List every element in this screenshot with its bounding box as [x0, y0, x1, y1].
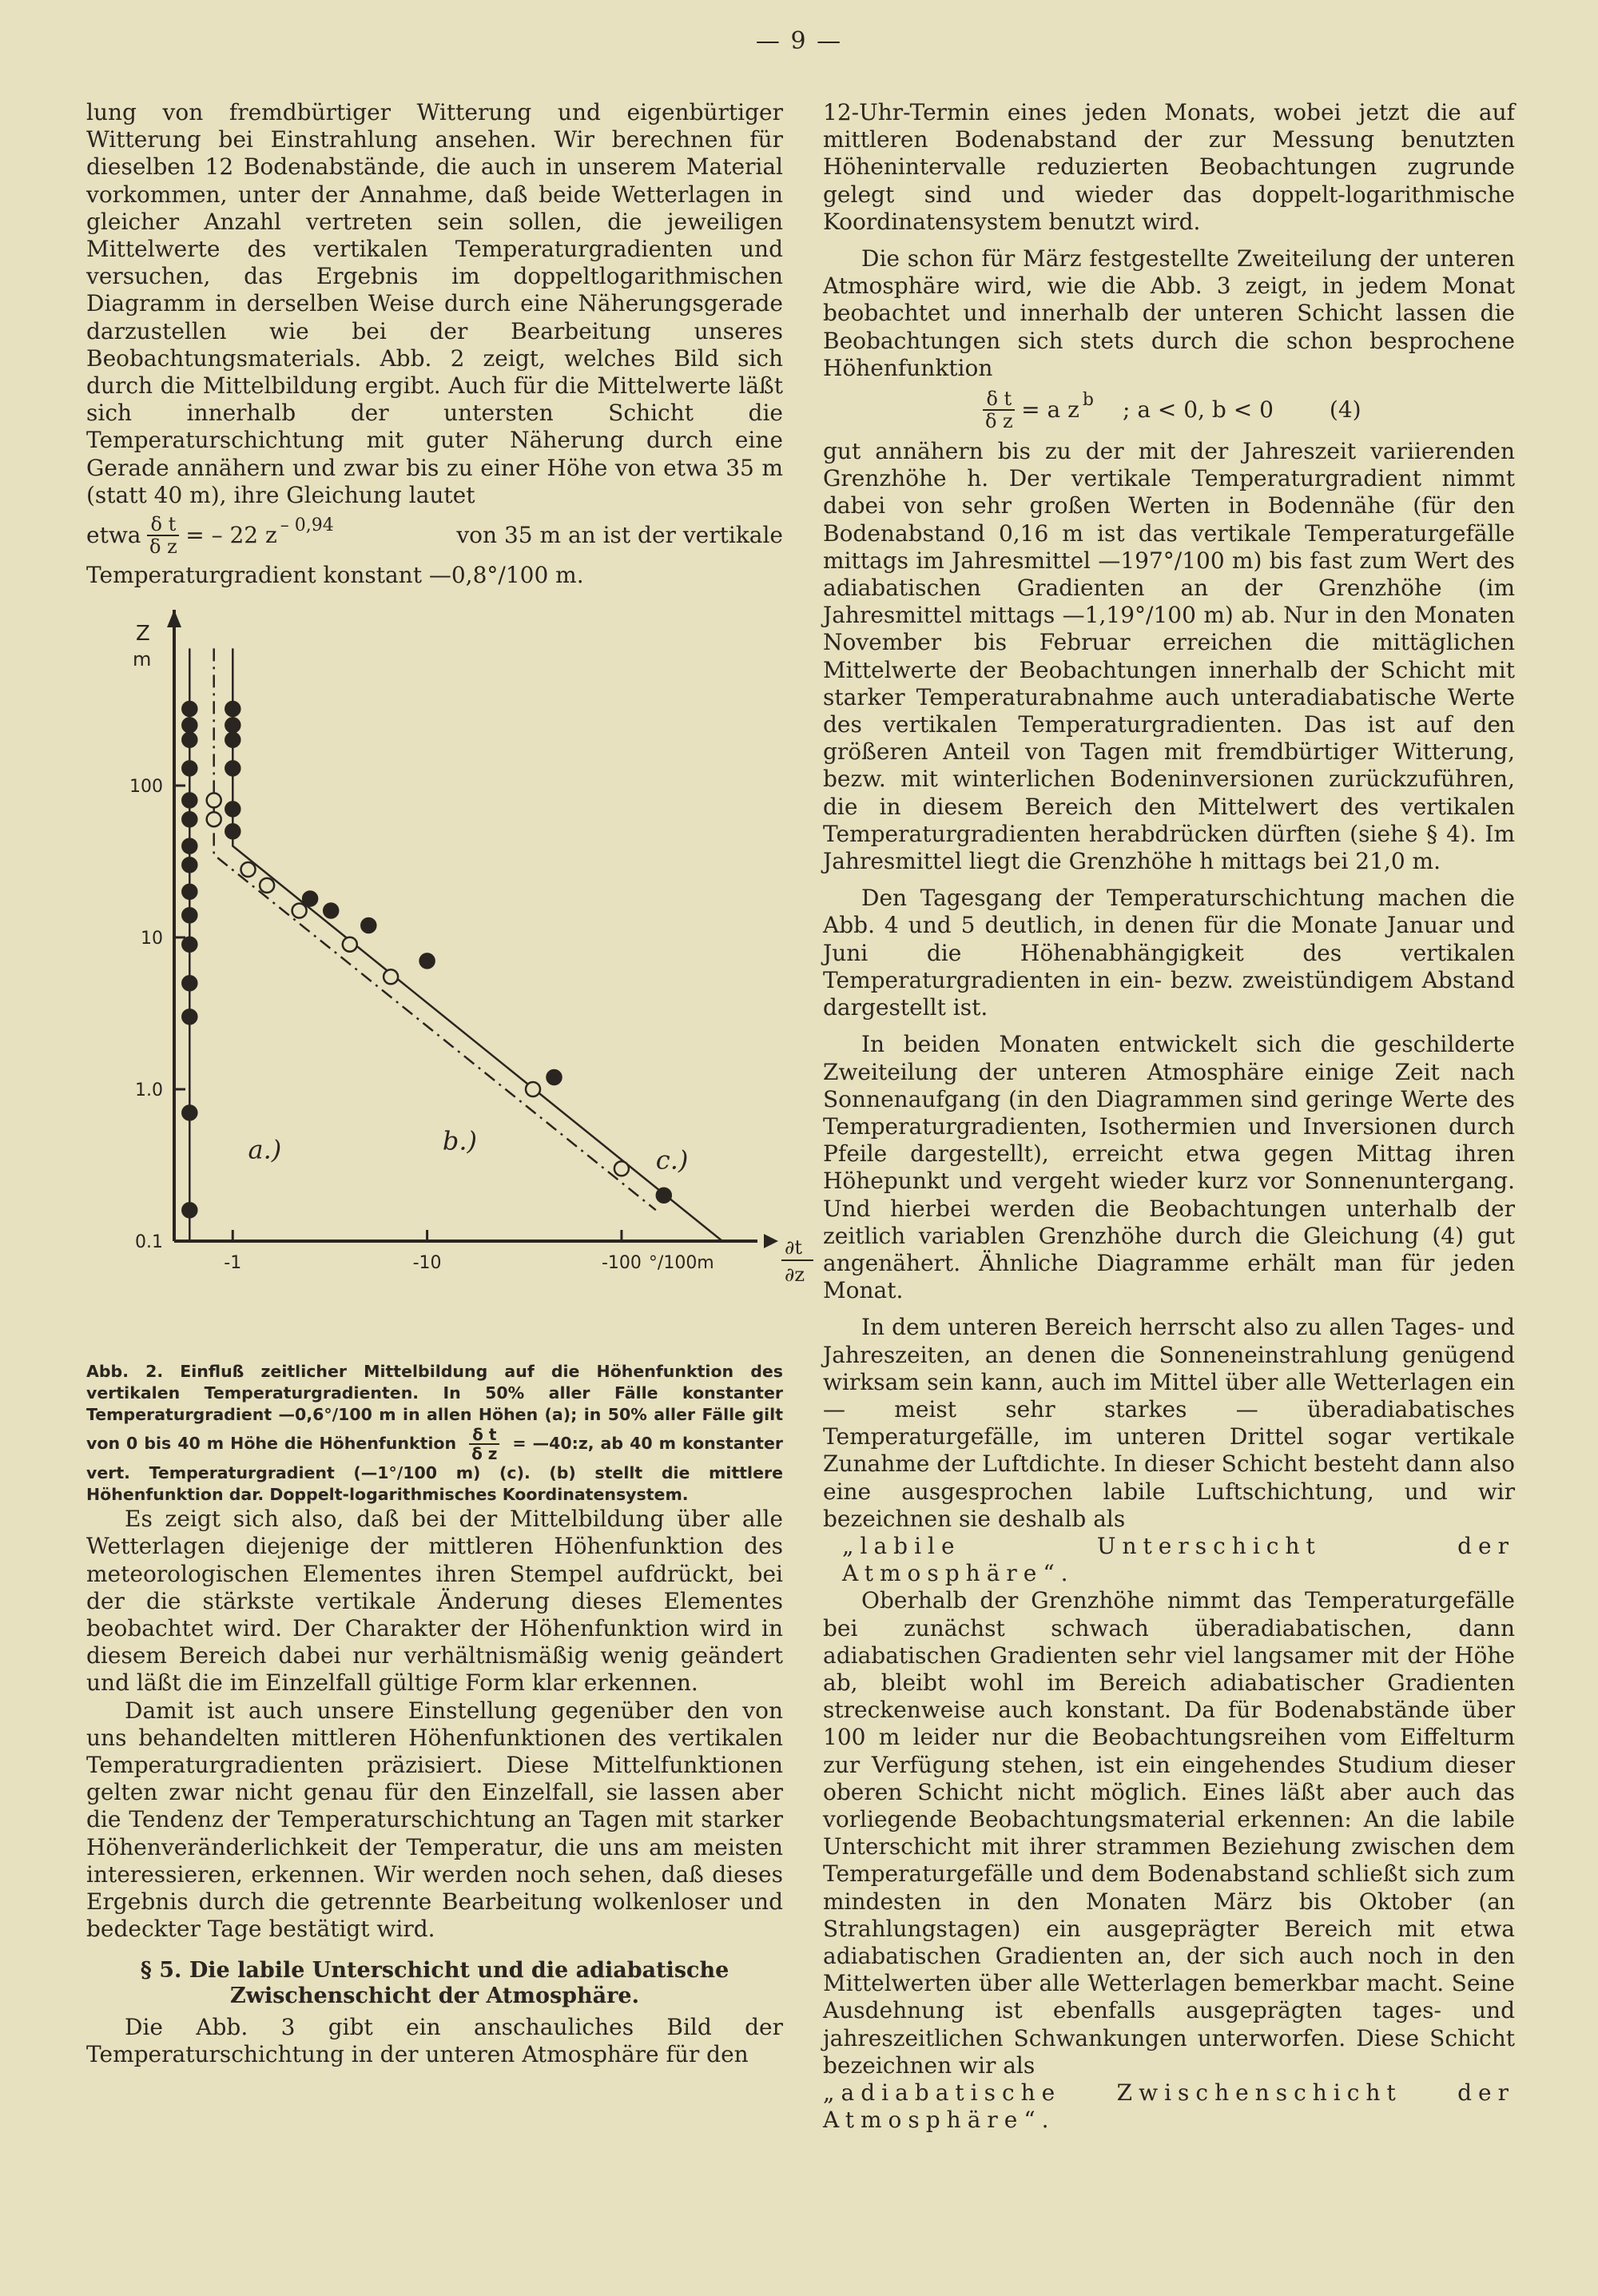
series-2-point-9	[420, 954, 435, 969]
equation-4-rhs: = a z	[1021, 396, 1079, 423]
y-tick-label-3: 100	[129, 777, 163, 798]
equation-denominator: δ z	[149, 535, 177, 559]
equation-4-condition: ; a < 0, b < 0	[1122, 396, 1274, 423]
y-tick-label-0: 0.1	[135, 1232, 163, 1253]
equation-4-denominator: δ z	[984, 410, 1013, 433]
series-2-point-11	[657, 1188, 671, 1203]
labile-layer-term: „labile Unterschicht der Atmosphäre“.	[842, 1532, 1515, 1587]
series-0-point-10	[182, 794, 197, 808]
series-0-point-0	[182, 1203, 197, 1217]
caption-denominator: δ z	[471, 1444, 498, 1464]
series-label-1: b.)	[442, 1125, 477, 1156]
y-tick-label-2: 10	[141, 929, 163, 949]
section-heading-line-2: Zwischenschicht der Atmosphäre.	[230, 1983, 639, 2008]
left-paragraph-3: Damit ist auch unsere Einstellung gegenüber den von uns behandelten mittleren Höhenfunktionen des vertikalen Temperaturgradienten präzisiert. Diese Mittelfunktionen gelten zwar nicht genau für den Einzelfall, sie lassen aber die Tendenz der Temperaturschichtung an Tagen mit starker Höhenveränderlichkeit der Temperatur, die uns am meisten interessieren, erkennen. Wir werden noch sehen, daß dieses Ergebnis durch die getrennte Bearbeitung wolkenloser und bedeckter Tage bestätigt wird.	[86, 1697, 783, 1943]
figure-2	[86, 610, 805, 1361]
equation-exponent: – 0,94	[280, 515, 334, 535]
right-paragraph-4: Den Tagesgang der Temperaturschichtung machen die Abb. 4 und 5 deutlich, in denen für die Monate Januar und Juni die Höhenabhängigkeit des vertikalen Temperaturgradienten in ein- bezw. zweistündigem Abstand dargestellt ist.	[823, 885, 1515, 1021]
series-1-point-3	[260, 878, 274, 893]
left-equation	[86, 514, 783, 557]
series-1-point-5	[343, 937, 357, 952]
x-axis-frac-denominator: ∂z	[785, 1263, 805, 1287]
equation-suffix: von 35 m an ist der vertikale	[456, 521, 783, 548]
caption-part-2: = —40:z, ab 40 m konstanter vert. Temperaturgradient (—1°/100 m) (c). (b) stellt die mittlere Höhenfunktion dar. Doppelt-logarithmisches Koordinatensystem.	[86, 1434, 783, 1505]
y-axis-label: Z	[136, 622, 150, 647]
y-axis-arrow	[167, 610, 181, 627]
right-paragraph-2: Die schon für März festgestellte Zweiteilung der unteren Atmosphäre wird, wie die Abb. 3 zeigt, in jedem Monat beobachtet und innerhalb der unteren Schicht lassen die Beobachtungen sich stets durch die schon besprochene Höhenfunktion	[823, 245, 1515, 381]
equation-fraction	[147, 514, 179, 557]
equation-4-exponent: b	[1082, 389, 1094, 410]
section-heading-line-1: § 5. Die labile Unterschicht und die adiabatische	[140, 1957, 729, 1983]
series-0-point-9	[182, 812, 197, 826]
series-1-point-7	[526, 1082, 540, 1096]
left-paragraph-4: Die Abb. 3 gibt ein anschauliches Bild der Temperaturschichtung in der unteren Atmosphäre für den	[86, 2013, 783, 2067]
chart-ticks	[129, 777, 642, 1273]
left-paragraph-2: Es zeigt sich also, daß bei der Mittelbildung über alle Wetterlagen diejenige der mittleren Höhenfunktion des meteorologischen Elementes ihren Stempel aufdrückt, bei der die stärkste vertikale Änderung dieses Elementes beobachtet wird. Der Charakter der Höhenfunktion wird in diesem Bereich dabei nur verhältnismäßig wenig geändert und läßt die im Einzelfall gültige Form klar erkennen.	[86, 1506, 783, 1697]
left-column	[86, 99, 805, 2068]
right-paragraph-5: In beiden Monaten entwickelt sich die geschilderte Zweiteilung der unteren Atmosphäre einige Zeit nach Sonnenaufgang (in den Diagrammen sind geringe Werte des Temperaturgradienten, Isothermien und Inversionen durch Pfeile dargestellt), erreicht etwa gegen Mittag ihren Höhepunkt und vergeht wieder kurz vor Sonnenuntergang. Und hierbei werden die Beobachtungen unterhalb der zeitlich variablen Grenzhöhe durch die Gleichung (4) gut angenähert. Ähnliche Diagramme erhält man für jeden Monat.	[823, 1031, 1515, 1304]
equation-4-numerator: δ t	[983, 388, 1015, 411]
equation-numerator: δ t	[147, 514, 179, 536]
x-tick-label-0: -1	[224, 1253, 242, 1274]
page-number: — 9 —	[755, 27, 843, 55]
caption-part-1: Abb. 2. Einfluß zeitlicher Mittelbildung auf die Höhenfunktion des vertikalen Temperaturgradienten. In 50% aller Fälle konstanter Temperaturgradient —0,6°/100 m in allen Höhen (a); in 50% aller Fälle gilt von 0 bis 40 m Höhe die Höhenfunktion	[86, 1362, 783, 1454]
figure-2-chart	[86, 610, 805, 1361]
series-1-point-4	[292, 904, 307, 918]
x-tick-label-2: -100	[601, 1253, 642, 1274]
series-1-point-8	[614, 1162, 629, 1176]
right-paragraph-7: Oberhalb der Grenzhöhe nimmt das Temperaturgefälle bei zunächst schwach überadiabatischen, dann adiabatischen Gradienten sehr viel langsamer mit der Höhe ab, bleibt wohl im Bereich adiabatischer Gradienten streckenweise auch konstant. Da für Bodenabstände über 100 m leider nur die Beobachtungsreihen vom Eiffelturm zur Verfügung stehen, ist ein eingehendes Studium dieser oberen Schicht nicht möglich. Eines läßt aber auch das vorliegende Beobachtungsmaterial erkennen: An die labile Unterschicht mit ihrer strammen Beziehung zwischen dem Temperaturgefälle und dem Bodenabstand schließt sich zum mindesten in den Monaten März bis Oktober (an Strahlungstagen) ein ausgeprägter Bereich mit etwa adiabatischen Gradienten an, der sich auch noch in den Mittelwerten über alle Wetterlagen bemerkbar macht. Seine Ausdehnung ist ebenfalls ausgeprägten tages- und jahreszeitlichen Schwankungen unterworfen. Diese Schicht bezeichnen wir als	[823, 1587, 1515, 2079]
right-paragraph-1: 12-Uhr-Termin eines jeden Monats, wobei jetzt die auf mittleren Bodenabstand der zur Messung benutzten Höhenintervalle reduzierten Beobachtungen zugrunde gelegt sind und wieder das doppelt-logarithmische Koordinatensystem benutzt wird.	[823, 99, 1515, 235]
series-2-point-7	[324, 904, 338, 918]
series-1-point-6	[384, 970, 398, 985]
caption-fraction	[469, 1426, 499, 1462]
caption-numerator: δ t	[469, 1426, 499, 1445]
equation-rhs: = – 22 z	[185, 521, 277, 548]
figure-caption	[86, 1361, 783, 1506]
series-2-point-2	[225, 762, 240, 776]
series-2-point-5	[225, 702, 240, 716]
series-0-point-3	[182, 976, 197, 990]
series-2-point-10	[547, 1070, 562, 1084]
series-0-point-2	[182, 1010, 197, 1025]
series-1-point-1	[207, 794, 221, 808]
equation-4-fraction	[983, 388, 1015, 432]
series-0-point-6	[182, 885, 197, 899]
series-0-point-1	[182, 1106, 197, 1120]
equation-4	[823, 388, 1515, 432]
left-paragraph-1: lung von fremdbürtiger Witterung und eigenbürtiger Witterung bei Einstrahlung ansehen. Wir berechnen für dieselben 12 Bodenabstände, die auch in unserem Material vorkommen, unter der Annahme, daß beide Wetterlagen in gleicher Anzahl vertreten sein sollen, die jeweiligen Mittelwerte des vertikalen Temperaturgradienten und versuchen, das Ergebnis im doppeltlogarithmischen Diagramm in derselben Weise durch eine Näherungsgerade darzustellen wie bei der Bearbeitung unseres Beobachtungsmaterials. Abb. 2 zeigt, welches Bild sich durch die Mittelbildung ergibt. Auch für die Mittelwerte läßt sich innerhalb der untersten Schicht die Temperaturschichtung mit guter Näherung durch eine Gerade annähern und zwar bis zu einer Höhe von etwa 35 m (statt 40 m), ihre Gleichung lautet	[86, 99, 783, 508]
y-tick-label-1: 1.0	[135, 1080, 163, 1101]
series-0-point-7	[182, 858, 197, 873]
series-2-point-4	[225, 718, 240, 733]
right-paragraph-3: gut annähern bis zu der mit der Jahreszeit variierenden Grenzhöhe h. Der vertikale Temperaturgradient nimmt dabei von sehr großen Werten in Bodennähe (für den Bodenabstand 0,16 m ist das vertikale Temperaturgefälle mittags im Jahresmittel —197°/100 m) bis fast zum Wert des adiabatischen Gradienten an der Grenzhöhe (im Jahresmittel mittags —1,19°/100 m) ab. Nur in den Monaten November bis Februar erreichen die mittäglichen Mittelwerte der Beobachtungen innerhalb der Schicht mit starker Temperaturabnahme auch unteradiabatische Werte des vertikalen Temperaturgradienten. Das ist auf den größeren Anteil von Tagen mit fremdbürtiger Witterung, bezw. mit winterlichen Bodeninversionen zurückzuführen, die in diesem Bereich den Mittelwert des vertikalen Temperaturgradienten herabdrücken dürften (siehe § 4). Im Jahresmittel liegt die Grenzhöhe h mittags bei 21,0 m.	[823, 438, 1515, 875]
right-paragraph-6: In dem unteren Bereich herrscht also zu allen Tages- und Jahreszeiten, an denen die Sonneneinstrahlung genügend wirksam sein kann, auch im Mittel über alle Wetterlagen ein — meist sehr starkes — überadiabatisches Temperaturgefälle, im unteren Drittel sogar vertikale Zunahme der Luftdichte. In dieser Schicht besteht dann also eine ausgesprochen labile Luftschichtung, und wir bezeichnen sie deshalb als	[823, 1314, 1515, 1532]
x-axis-frac-numerator: ∂t	[785, 1236, 803, 1259]
series-1-point-0	[207, 812, 221, 826]
right-column	[823, 99, 1515, 2134]
series-label-2: c.)	[655, 1144, 689, 1176]
series-line-1	[214, 649, 656, 1211]
series-2-point-6	[303, 892, 317, 906]
series-0-point-13	[182, 718, 197, 733]
section-heading	[86, 1958, 783, 2009]
series-line-2	[233, 649, 722, 1242]
adiabatic-layer-term: „adiabatische Zwischenschicht der Atmosphäre“.	[823, 2079, 1515, 2134]
series-0-point-5	[182, 908, 197, 922]
x-tick-label-1: -10	[412, 1253, 442, 1274]
series-0-point-14	[182, 702, 197, 716]
x-axis-label: °/100m	[648, 1253, 714, 1274]
series-2-point-8	[361, 918, 376, 933]
equation-prefix: etwa	[86, 521, 141, 548]
series-0-point-11	[182, 762, 197, 776]
x-axis-arrow	[764, 1234, 778, 1248]
equation-4-number: (4)	[1329, 396, 1361, 423]
series-2-point-1	[225, 802, 240, 817]
y-axis-unit: m	[133, 648, 152, 671]
series-0-point-8	[182, 839, 197, 854]
series-0-point-4	[182, 937, 197, 952]
series-label-0: a.)	[248, 1134, 282, 1165]
series-0-point-12	[182, 733, 197, 747]
left-paragraph-1-end: Temperaturgradient konstant —0,8°/100 m.	[86, 562, 584, 589]
series-2-point-3	[225, 733, 240, 747]
series-2-point-0	[225, 824, 240, 838]
series-1-point-2	[241, 862, 256, 877]
